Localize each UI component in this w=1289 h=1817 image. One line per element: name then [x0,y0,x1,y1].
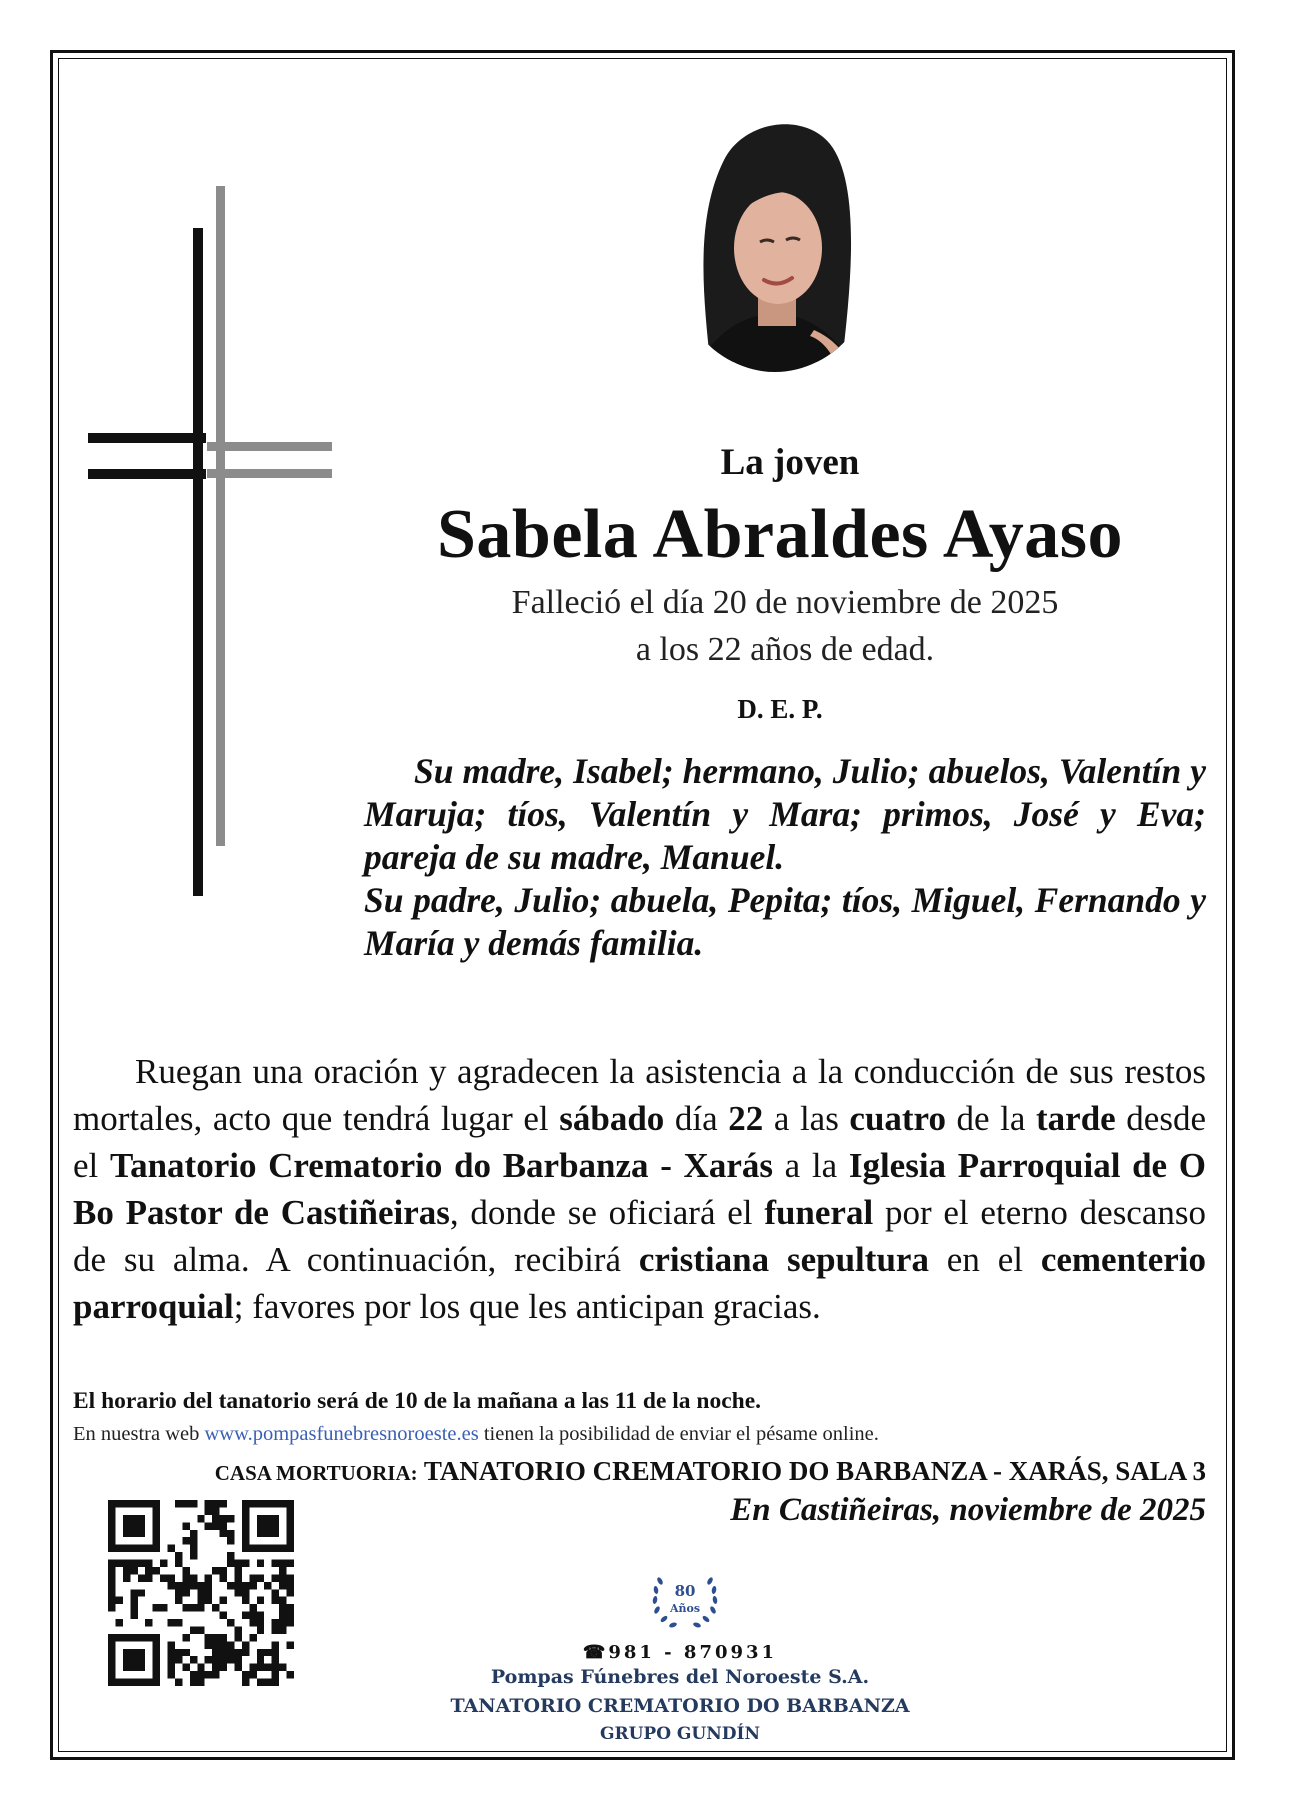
request-text: de la [945,1099,1037,1138]
intro-label: La joven [720,442,860,483]
request-text: por el eterno descanso de su alma. A continuación, recibirá [73,1193,1206,1279]
casa-mortuoria [73,1458,1206,1485]
group-name: GRUPO GUNDÍN [599,1724,761,1744]
tanatorio-schedule: El horario del tanatorio será de 10 de la mañana a las 11 de la noche. [73,1388,762,1414]
family-list [364,750,1206,965]
qr-code[interactable] [108,1500,294,1686]
maternal-family: Su madre, Isabel; hermano, Julio; abuelos, Valentín y Maruja; tíos, Valentín y Mara; primos, José y Eva; pareja de su madre, Manuel. [364,751,1206,877]
request-text: en el [928,1240,1041,1279]
phone-icon: ☎ [582,1642,609,1663]
death-date: Falleció el día 20 de noviembre de 2025 [511,584,1059,621]
funeral-hour: cuatro [849,1099,946,1138]
request-text: ; favores por los que les anticipan gracias. [233,1287,821,1326]
church-name: Iglesia Parroquial de O Bo Pastor de Castiñeiras [73,1146,1206,1232]
portrait-photo [664,100,886,372]
logo-word: Años [669,1602,701,1615]
casa-mortuoria-label: CASA MORTUORIA: [214,1461,418,1485]
rip-label: D. E. P. [737,694,823,724]
funeral-date: 22 [728,1099,764,1138]
funeral-word: funeral [764,1193,874,1232]
logo-number: 80 [674,1582,696,1600]
funeral-day: sábado [559,1099,665,1138]
web-condolence-note [73,1424,1206,1445]
paternal-family: Su padre, Julio; abuela, Pepita; tíos, Miguel, Fernando y María y demás familia. [364,880,1206,963]
burial-text: cristiana sepultura [638,1240,929,1279]
tanatorio-name: TANATORIO CREMATORIO DO BARBANZA [450,1695,910,1717]
funeral-details [73,1048,1206,1330]
web-suffix: tienen la posibilidad de enviar el pésame online. [478,1423,879,1445]
departure-place: Tanatorio Crematorio do Barbanza - Xarás [109,1146,773,1185]
phone-line [380,1644,980,1662]
request-text: día [664,1099,729,1138]
request-text: a la [773,1146,849,1185]
request-text: desde el [73,1099,1206,1185]
request-text: a las [763,1099,850,1138]
web-prefix: En nuestra web [73,1423,205,1445]
funeral-period: tarde [1036,1099,1116,1138]
place-date: En Castiñeiras, noviembre de 2025 [730,1492,1206,1528]
phone-number[interactable]: 981 - 870931 [608,1642,778,1663]
company-name: Pompas Fúnebres del Noroeste S.A. [490,1666,870,1688]
cemetery-name: cementerio parroquial [73,1240,1206,1326]
laurel-wreath-icon [643,1560,727,1640]
casa-mortuoria-value: TANATORIO CREMATORIO DO BARBANZA - XARÁS, SALA 3 [423,1456,1206,1486]
request-text: Ruegan una oración y agradecen la asistencia a la conducción de sus restos mortales, acto que tendrá lugar el [73,1052,1206,1138]
website-link[interactable]: www.pompasfunebresnoroeste.es [204,1423,479,1445]
deceased-name: Sabela Abraldes Ayaso [437,496,1123,573]
request-text: , donde se oficiará el [449,1193,765,1232]
age-line: a los 22 años de edad. [635,631,935,668]
